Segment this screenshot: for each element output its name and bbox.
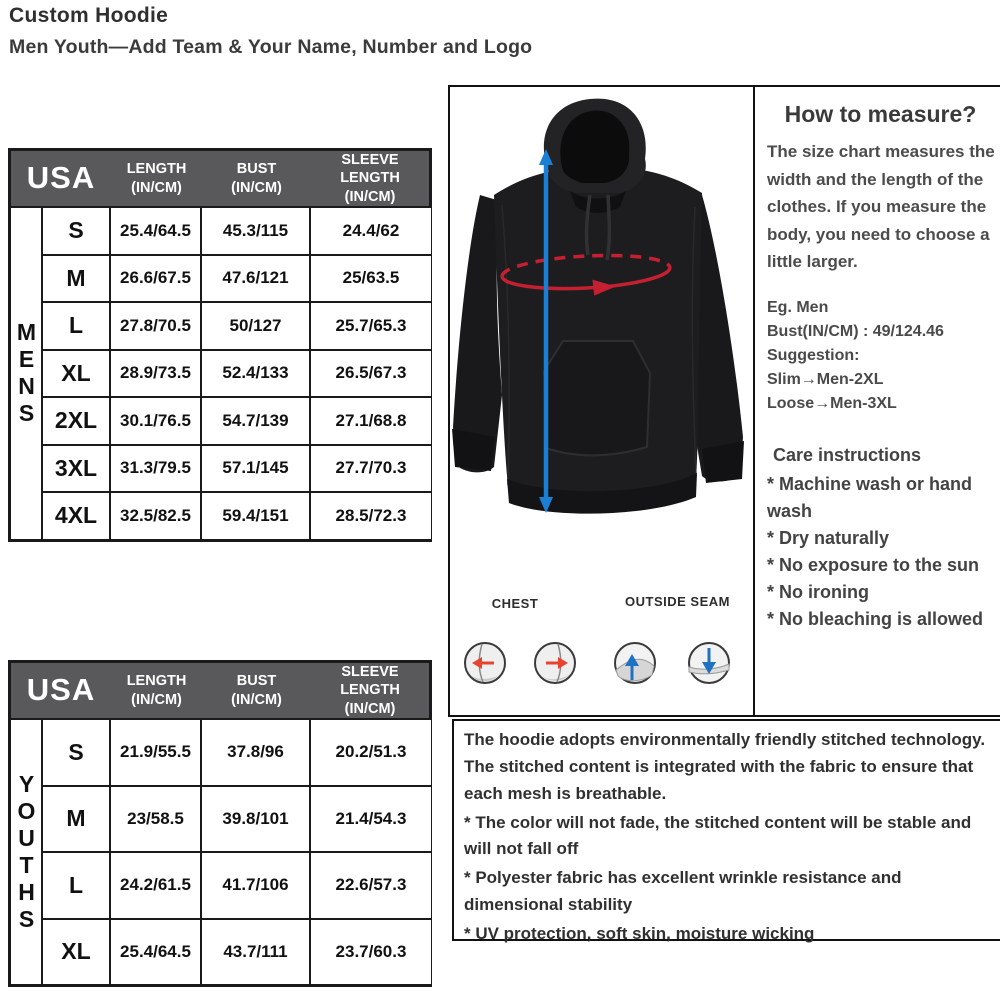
table-cell: 21.9/55.5	[111, 720, 200, 785]
table-cell: 27.1/68.8	[311, 398, 431, 444]
youths-size-table	[8, 660, 432, 987]
table-cell: 26.6/67.5	[111, 256, 200, 302]
table-cell: 28.5/72.3	[311, 493, 431, 539]
table-cell: 28.9/73.5	[111, 351, 200, 397]
table-cell: 43.7/111	[202, 920, 309, 985]
measure-panel-title: How to measure?	[784, 101, 977, 127]
chest-label: CHEST	[491, 596, 539, 611]
table-cell: L	[43, 303, 109, 349]
table-cell: 59.4/151	[202, 493, 309, 539]
measure-seam-up-icon	[612, 640, 658, 686]
example-line: Loose→Men-3XL	[767, 394, 897, 412]
table-cell: 21.4/54.3	[311, 787, 431, 852]
table-cell: S	[43, 720, 109, 785]
mens-group-label-cell	[11, 208, 41, 539]
size-suggestion-block	[767, 296, 994, 416]
col-header-sleeve: SLEEVE LENGTH (IN/CM)	[340, 152, 400, 205]
table-cell: 57.1/145	[202, 446, 309, 492]
measure-width-left-icon	[462, 640, 508, 686]
table-cell: 2XL	[43, 398, 109, 444]
table-cell: XL	[43, 351, 109, 397]
youths-table-header	[11, 663, 429, 720]
table-cell: 25.4/64.5	[111, 920, 200, 985]
description-paragraph: * The color will not fade, the stitched content will be stable and will not fall off	[464, 812, 972, 859]
care-item: * No exposure to the sun	[767, 554, 980, 575]
table-cell: 24.2/61.5	[111, 853, 200, 918]
page-title: Custom Hoodie	[9, 4, 169, 27]
table-cell: 24.4/62	[311, 208, 431, 254]
mens-table-header	[11, 151, 429, 208]
care-item: * No ironing	[767, 581, 869, 602]
table-cell: 27.8/70.5	[111, 303, 200, 349]
mens-size-table	[8, 148, 432, 542]
measure-seam-down-icon	[686, 640, 732, 686]
example-line: Bust(IN/CM) : 49/124.46	[767, 322, 944, 340]
table-cell: 30.1/76.5	[111, 398, 200, 444]
table-cell: 4XL	[43, 493, 109, 539]
measure-panel-body: The size chart measures the width and the length of the clothes. If you measure the body, you need to choose a little larger.	[767, 142, 995, 272]
product-description-box	[452, 719, 1000, 944]
table-cell: 25.4/64.5	[111, 208, 200, 254]
example-line: Suggestion:	[767, 346, 860, 364]
col-header-usa: USA	[26, 160, 96, 196]
hoodie-product-image	[450, 95, 753, 520]
care-instructions-block	[767, 442, 995, 633]
example-line: Slim→Men-2XL	[767, 370, 884, 388]
table-cell: 25.7/65.3	[311, 303, 431, 349]
mens-group-label: MENS	[13, 319, 40, 428]
table-cell: 41.7/106	[202, 853, 309, 918]
youths-group-label: YOUTHS	[13, 771, 40, 933]
col-header-bust: BUST (IN/CM)	[231, 673, 282, 708]
table-cell: 50/127	[202, 303, 309, 349]
table-cell: S	[43, 208, 109, 254]
col-header-length: LENGTH (IN/CM)	[126, 161, 187, 196]
table-cell: 52.4/133	[202, 351, 309, 397]
table-cell: 3XL	[43, 446, 109, 492]
table-cell: 27.7/70.3	[311, 446, 431, 492]
description-paragraph: The hoodie adopts environmentally friendly stitched technology. The stitched content is integrated with the fabric to ensure that each mesh is breathable.	[464, 730, 986, 803]
table-cell: 22.6/57.3	[311, 853, 431, 918]
table-cell: 23/58.5	[111, 787, 200, 852]
table-cell: XL	[43, 920, 109, 985]
table-cell: 37.8/96	[202, 720, 309, 785]
description-paragraph: * Polyester fabric has excellent wrinkle resistance and dimensional stability	[464, 868, 902, 915]
mens-table-body	[11, 208, 429, 539]
care-item: * Dry naturally	[767, 527, 890, 548]
measure-width-right-icon	[532, 640, 578, 686]
how-to-measure-panel	[755, 85, 1000, 717]
table-cell: 31.3/79.5	[111, 446, 200, 492]
col-header-bust: BUST (IN/CM)	[231, 161, 282, 196]
table-cell: 45.3/115	[202, 208, 309, 254]
table-cell: 39.8/101	[202, 787, 309, 852]
outside-seam-label: OUTSIDE SEAM	[625, 594, 730, 609]
col-header-length: LENGTH (IN/CM)	[126, 673, 187, 708]
table-cell: 25/63.5	[311, 256, 431, 302]
youths-group-label-cell	[11, 720, 41, 984]
care-title: Care instructions	[773, 444, 922, 465]
description-paragraph: * UV protection, soft skin, moisture wicking	[464, 924, 815, 944]
table-cell: 23.7/60.3	[311, 920, 431, 985]
table-cell: L	[43, 853, 109, 918]
example-line: Eg. Men	[767, 298, 829, 316]
table-cell: 32.5/82.5	[111, 493, 200, 539]
table-cell: 20.2/51.3	[311, 720, 431, 785]
table-cell: 47.6/121	[202, 256, 309, 302]
col-header-usa: USA	[26, 672, 96, 708]
table-cell: 26.5/67.3	[311, 351, 431, 397]
youths-table-body	[11, 720, 429, 984]
table-cell: 54.7/139	[202, 398, 309, 444]
page-subtitle: Men Youth—Add Team & Your Name, Number and Logo	[9, 36, 533, 58]
table-cell: M	[43, 787, 109, 852]
table-cell: M	[43, 256, 109, 302]
col-header-sleeve: SLEEVE LENGTH (IN/CM)	[340, 664, 400, 717]
care-item: * Machine wash or hand wash	[767, 473, 973, 521]
care-item: * No bleaching is allowed	[767, 608, 984, 629]
hoodie-measure-diagram-box	[448, 85, 755, 717]
